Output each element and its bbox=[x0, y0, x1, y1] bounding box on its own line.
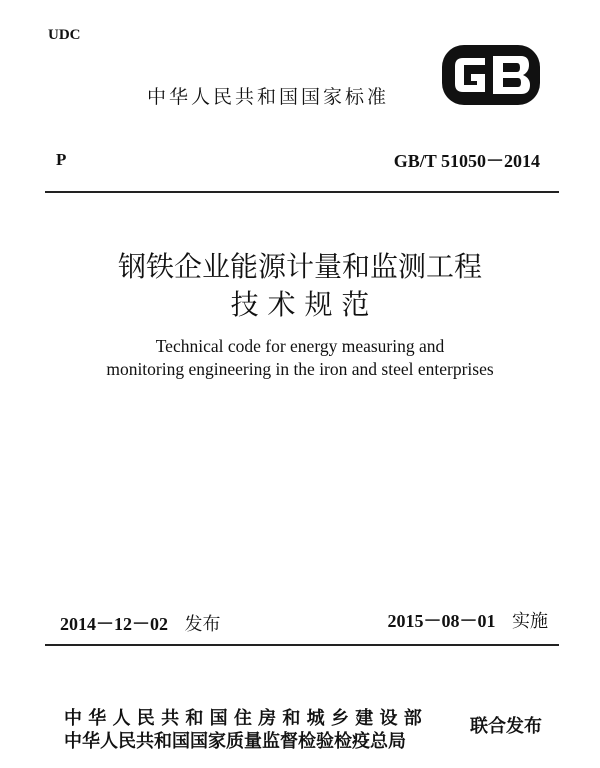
top-divider bbox=[45, 191, 559, 193]
gb-logo bbox=[441, 44, 541, 106]
standard-number: GB/T 51050－2014 bbox=[393, 151, 540, 171]
issue-date-value: 2014－12－02 bbox=[60, 614, 168, 634]
category-code: P bbox=[56, 150, 67, 169]
udc-label: UDC bbox=[48, 27, 81, 43]
title-en-line1: Technical code for energy measuring and bbox=[155, 336, 445, 356]
effective-date-value: 2015－08－01 bbox=[387, 611, 496, 631]
title-zh-line1: 钢铁企业能源计量和监测工程 bbox=[117, 250, 482, 283]
issue-date bbox=[60, 610, 221, 636]
effective-date-label: 实施 bbox=[512, 611, 548, 632]
publisher-line1: 中 华 人 民 共 和 国 住 房 和 城 乡 建 设 部 bbox=[64, 708, 422, 729]
joint-publish-label: 联合发布 bbox=[470, 716, 542, 737]
title-en-line2: monitoring engineering in the iron and steel enterprises bbox=[106, 359, 494, 379]
effective-date bbox=[388, 607, 549, 633]
issue-date-label: 发布 bbox=[184, 614, 221, 635]
title-zh-line2: 技 术 规 范 bbox=[230, 288, 370, 321]
national-standard-heading: 中华人民共和国国家标准 bbox=[147, 86, 390, 108]
bottom-divider bbox=[45, 644, 559, 646]
publisher-line2: 中华人民共和国国家质量监督检验检疫总局 bbox=[64, 731, 406, 752]
